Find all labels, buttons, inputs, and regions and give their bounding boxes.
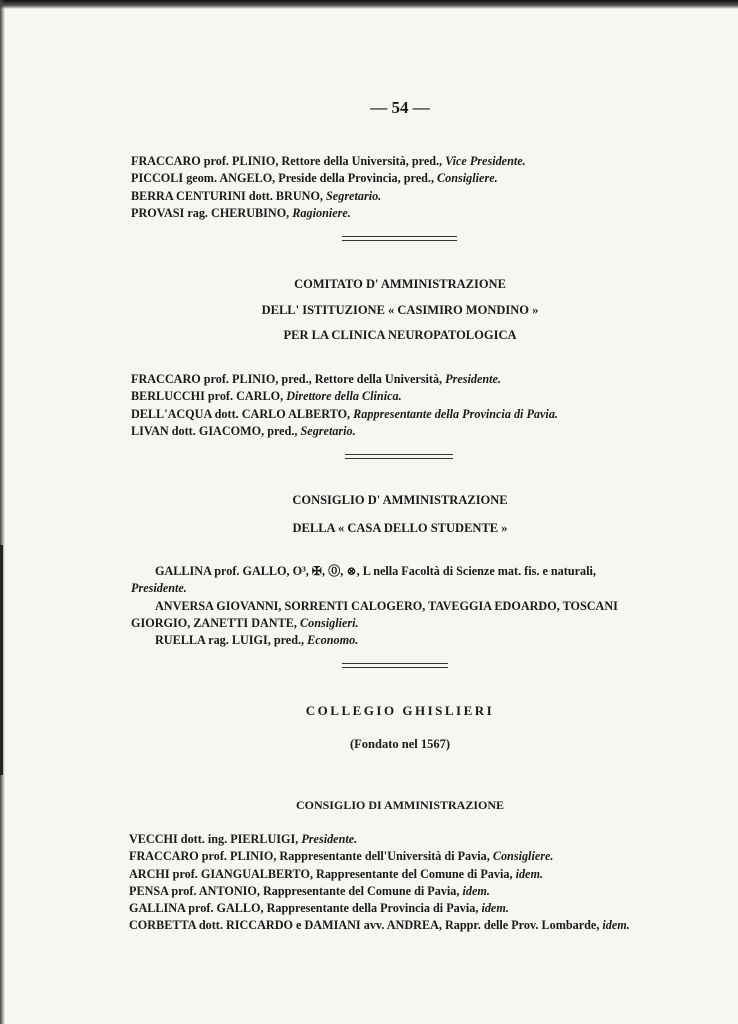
- ghislieri-line: [129, 848, 719, 865]
- line-text: FRACCARO prof. PLINIO, Rappresentante dell'Università di Pavia,: [129, 849, 493, 864]
- casa-line: [131, 615, 691, 632]
- scan-top-edge: [0, 0, 738, 9]
- line-role: Consigliere.: [437, 171, 498, 186]
- line-text: FRACCARO prof. PLINIO, Rettore della Università, pred.,: [131, 154, 446, 168]
- line-role: Vice Presidente.: [445, 154, 526, 168]
- casa-line: [131, 632, 691, 649]
- casa-line: GALLINA prof. GALLO, O³, ✠, ⓪, ⊗, L nella Facoltà di Scienze mat. fis. e naturali,: [155, 564, 596, 578]
- casa-subtitle: DELLA « CASA DELLO STUDENTE »: [292, 521, 508, 535]
- line-role: Presidente.: [301, 832, 358, 846]
- committee-list: [131, 371, 691, 440]
- divider-rule: [342, 236, 457, 241]
- line-role: Segretario.: [326, 188, 382, 203]
- line-role: Economo.: [307, 633, 359, 648]
- ghislieri-title: COLLEGIO GHISLIERI: [305, 703, 495, 718]
- committee-line: [131, 406, 691, 423]
- line-text: BERRA CENTURINI dott. BRUNO,: [131, 188, 327, 203]
- casa-line: [131, 580, 691, 597]
- ghislieri-list: [129, 831, 719, 935]
- line-role: idem.: [515, 866, 543, 881]
- line-text: FRACCARO prof. PLINIO, pred., Rettore della Università,: [131, 372, 446, 386]
- ghislieri-line: [129, 917, 719, 934]
- ghislieri-board-title: CONSIGLIO DI AMMINISTRAZIONE: [295, 798, 505, 812]
- line-text: GALLINA prof. GALLO, Rappresentante della Provincia di Pavia,: [129, 901, 482, 916]
- line-text: LIVAN dott. GIACOMO, pred.,: [131, 423, 301, 438]
- board1-line: [131, 170, 691, 187]
- ghislieri-line: [129, 831, 719, 848]
- line-text: RUELLA rag. LUIGI, pred.,: [155, 633, 308, 648]
- divider-rule: [345, 454, 453, 459]
- scan-binding-shadow: [0, 545, 3, 775]
- line-role: Consiglieri.: [299, 615, 359, 630]
- line-role: Presidente.: [131, 581, 187, 596]
- line-role: idem.: [462, 883, 490, 898]
- scan-left-edge: [0, 0, 5, 1024]
- casa-title: CONSIGLIO D' AMMINISTRAZIONE: [292, 493, 508, 507]
- line-role: Presidente.: [445, 372, 502, 386]
- board1-line: [131, 153, 691, 170]
- board1-line: [131, 188, 691, 205]
- line-role: Ragioniere.: [292, 205, 351, 220]
- ghislieri-line: [129, 883, 719, 900]
- divider-rule: [342, 663, 448, 668]
- committee-title: COMITATO D' AMMINISTRAZIONE: [294, 277, 506, 291]
- committee-line: [131, 388, 691, 405]
- line-text: BERLUCCHI prof. CARLO,: [131, 389, 287, 404]
- line-role: Segretario.: [300, 423, 356, 438]
- line-role: idem.: [481, 901, 509, 916]
- committee-subtitle: PER LA CLINICA NEUROPATOLOGICA: [283, 328, 517, 342]
- ghislieri-founded: (Fondato nel 1567): [350, 737, 450, 751]
- line-text: GIORGIO, ZANETTI DANTE,: [131, 615, 300, 630]
- line-role: idem.: [602, 918, 630, 933]
- line-text: VECCHI dott. ing. PIERLUIGI,: [129, 832, 302, 846]
- board1-list: [131, 153, 691, 222]
- line-role: Direttore della Clinica.: [286, 389, 402, 404]
- casa-list: [131, 563, 691, 649]
- line-role: Rappresentante della Provincia di Pavia.: [353, 406, 558, 421]
- line-text: PICCOLI geom. ANGELO, Preside della Provincia, pred.,: [131, 171, 438, 186]
- line-text: ARCHI prof. GIANGUALBERTO, Rappresentante del Comune di Pavia,: [129, 866, 516, 881]
- ghislieri-line: [129, 866, 719, 883]
- line-text: PENSA prof. ANTONIO, Rappresentante del Comune di Pavia,: [129, 883, 463, 898]
- line-role: Consigliere.: [492, 849, 554, 864]
- ghislieri-line: [129, 900, 719, 917]
- line-text: DELL'ACQUA dott. CARLO ALBERTO,: [131, 406, 354, 421]
- committee-subtitle: DELL' ISTITUZIONE « CASIMIRO MONDINO »: [261, 303, 539, 317]
- casa-line: ANVERSA GIOVANNI, SORRENTI CALOGERO, TAVEGGIA EDOARDO, TOSCANI: [155, 598, 618, 613]
- board1-line: [131, 205, 691, 222]
- page-number: — 54 —: [370, 98, 430, 117]
- committee-line: [131, 423, 691, 440]
- line-text: PROVASI rag. CHERUBINO,: [131, 205, 293, 220]
- line-text: CORBETTA dott. RICCARDO e DAMIANI avv. ANDREA, Rappr. delle Prov. Lombarde,: [129, 918, 603, 933]
- committee-line: [131, 371, 691, 388]
